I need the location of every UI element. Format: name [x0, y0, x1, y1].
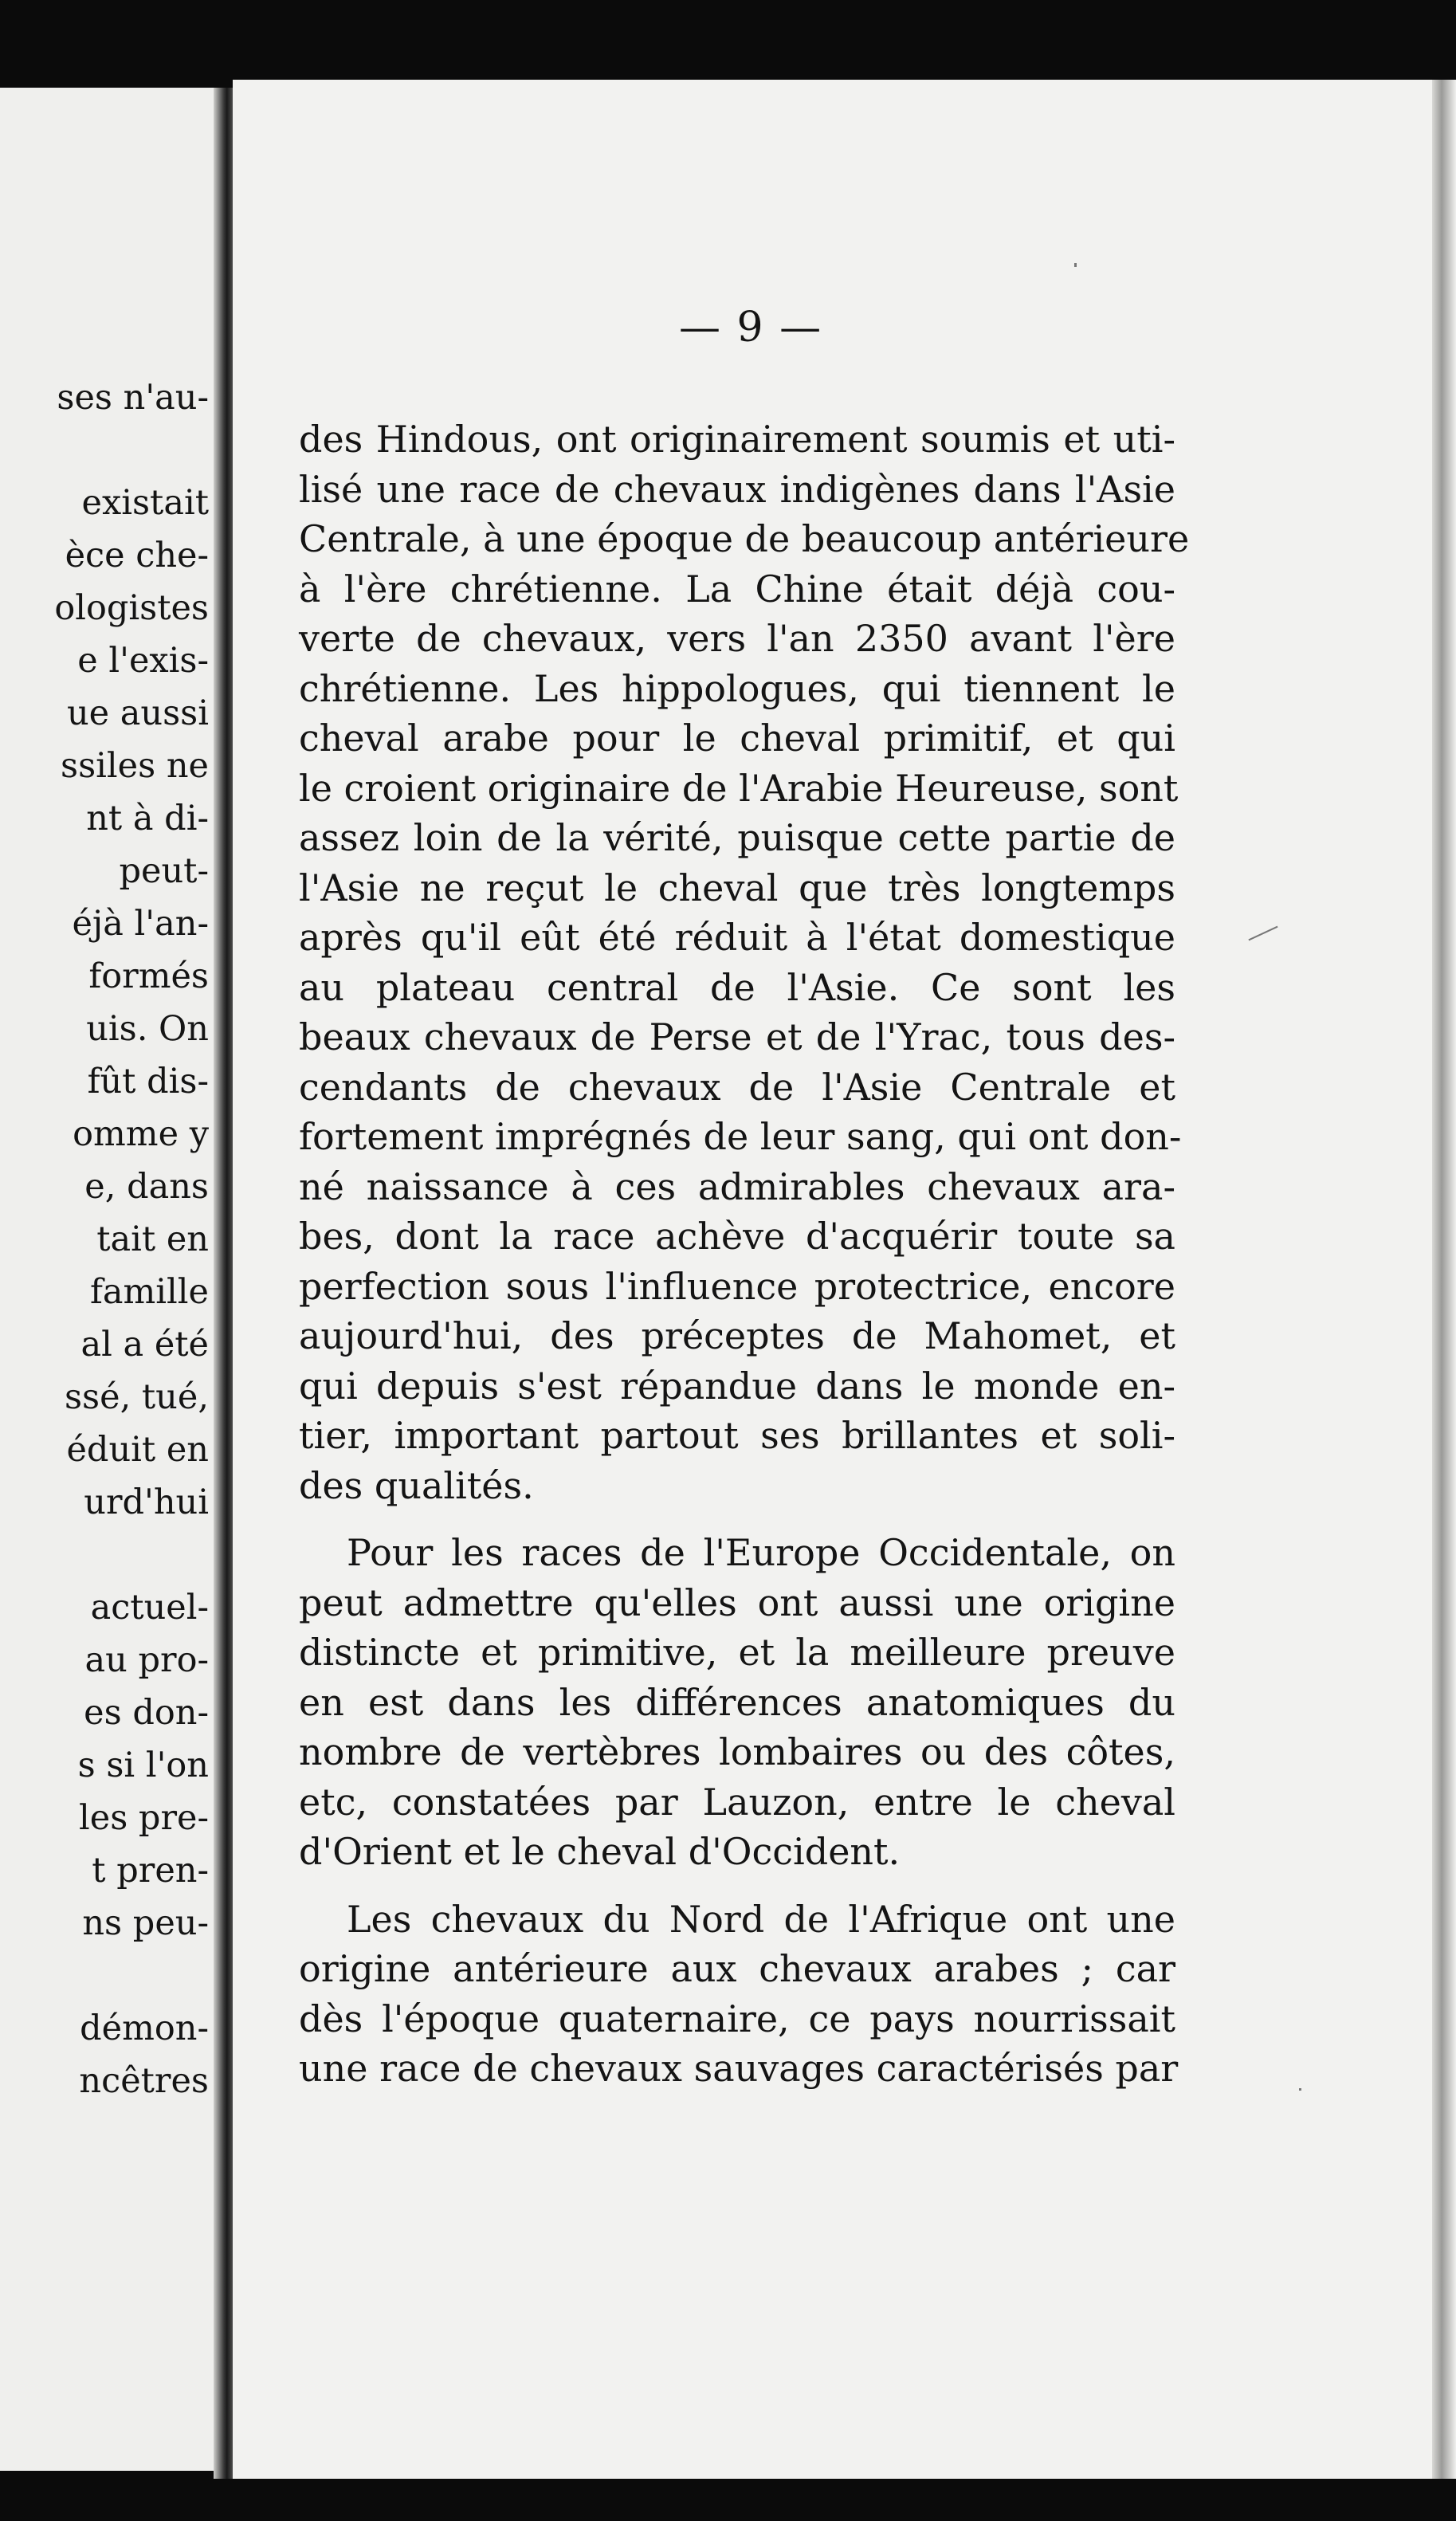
text-line: une race de chevaux sauvages caractérisés par	[299, 2047, 1179, 2090]
text-line: fortement imprégnés de leur sang, qui ont don-	[299, 1115, 1182, 1158]
left-page-line: ns peu-	[82, 1903, 209, 1943]
page-edge	[1432, 80, 1456, 2479]
text-line: le croient originaire de l'Arabie Heureuse, sont	[299, 766, 1179, 810]
text-line: bes, dont la race achève d'acquérir toute sa	[299, 1215, 1175, 1258]
text-line: des qualités.	[299, 1463, 534, 1507]
text-line: Centrale, à une époque de beaucoup antérieure	[299, 517, 1190, 560]
text-line: des Hindous, ont originairement soumis et uti-	[299, 418, 1175, 461]
text-line: peut admettre qu'elles ont aussi une origine	[299, 1581, 1175, 1624]
text-line: après qu'il eût été réduit à l'état domestique	[299, 916, 1175, 959]
left-page-line: ncêtres	[79, 2061, 209, 2101]
left-page-line: les pre-	[79, 1798, 209, 1838]
paragraph-3	[299, 1895, 1179, 2094]
left-page-line: formés	[88, 956, 209, 996]
left-page-line: urd'hui	[84, 1482, 209, 1522]
left-page-line: ses n'au-	[57, 378, 209, 418]
text-line: né naissance à ces admirables chevaux ara-	[299, 1164, 1175, 1208]
left-page-line: ssé, tué,	[64, 1377, 209, 1417]
scan-speck	[1299, 2088, 1301, 2091]
text-line: Les chevaux du Nord de l'Afrique ont une	[347, 1897, 1175, 1941]
left-page-line: éjà l'an-	[72, 904, 209, 944]
text-line: aujourd'hui, des préceptes de Mahomet, et	[299, 1314, 1175, 1357]
left-page-line: ssiles ne	[61, 746, 209, 786]
paragraph-1	[299, 414, 1190, 1510]
left-page-line: fût dis-	[87, 1062, 209, 1101]
left-page-line: au pro-	[84, 1640, 209, 1680]
page-number: — 9 —	[679, 304, 823, 351]
left-page-line: famille	[89, 1272, 209, 1312]
text-line: dès l'époque quaternaire, ce pays nourrissait	[299, 1997, 1175, 2040]
left-page-line: e, dans	[84, 1167, 209, 1207]
text-line: Pour les races de l'Europe Occidentale, on	[347, 1531, 1175, 1574]
left-facing-page	[0, 88, 223, 2471]
text-line: lisé une race de chevaux indigènes dans l'Asie	[299, 467, 1175, 511]
text-line: qui depuis s'est répandue dans le monde en-	[299, 1364, 1175, 1408]
text-line: perfection sous l'influence protectrice, encore	[299, 1264, 1175, 1308]
left-page-line: omme y	[73, 1114, 209, 1154]
left-page-line: uis. On	[86, 1009, 209, 1049]
text-line: cendants de chevaux de l'Asie Centrale et	[299, 1065, 1175, 1109]
text-line: etc, constatées par Lauzon, entre le cheval	[299, 1780, 1175, 1824]
left-page-line: s si l'on	[77, 1745, 209, 1785]
left-page-line: e l'exis-	[77, 641, 209, 681]
text-line: en est dans les différences anatomiques du	[299, 1680, 1175, 1724]
left-page-line: éduit en	[66, 1430, 209, 1470]
left-page-line: tait en	[96, 1219, 209, 1259]
text-line: beaux chevaux de Perse et de l'Yrac, tous des-	[299, 1015, 1175, 1058]
text-line: cheval arabe pour le cheval primitif, et qui	[299, 717, 1175, 760]
paragraph-2	[299, 1528, 1175, 1877]
left-page-line: ue aussi	[66, 693, 209, 733]
text-line: distincte et primitive, et la meilleure preuve	[299, 1631, 1175, 1674]
left-page-line: existait	[81, 483, 209, 523]
text-line: chrétienne. Les hippologues, qui tiennent le	[299, 666, 1175, 710]
left-page-line: es don-	[84, 1693, 209, 1733]
text-line: au plateau central de l'Asie. Ce sont les	[299, 965, 1175, 1009]
left-page-line: démon-	[80, 2009, 209, 2048]
text-line: tier, important partout ses brillantes et soli-	[299, 1414, 1175, 1457]
text-line: à l'ère chrétienne. La Chine était déjà cou-	[299, 567, 1175, 611]
text-line: origine antérieure aux chevaux arabes ; car	[299, 1947, 1175, 1990]
left-page-line: èce che-	[65, 536, 209, 575]
text-line: nombre de vertèbres lombaires ou des côtes,	[299, 1730, 1175, 1773]
text-line: d'Orient et le cheval d'Occident.	[299, 1830, 901, 1873]
text-line: verte de chevaux, vers l'an 2350 avant l'ère	[299, 617, 1175, 660]
left-page-line: actuel-	[90, 1588, 209, 1628]
left-page-line: al a été	[80, 1325, 209, 1365]
scan-speck	[1074, 263, 1077, 267]
left-page-line: ologistes	[54, 588, 209, 628]
text-line: l'Asie ne reçut le cheval que très longtemps	[299, 866, 1175, 909]
left-page-line: t pren-	[92, 1851, 209, 1891]
left-page-line: nt à di-	[86, 799, 209, 838]
text-line: assez loin de la vérité, puisque cette partie de	[299, 816, 1175, 859]
main-text-block	[299, 414, 1190, 2094]
left-page-line: peut-	[119, 851, 209, 891]
